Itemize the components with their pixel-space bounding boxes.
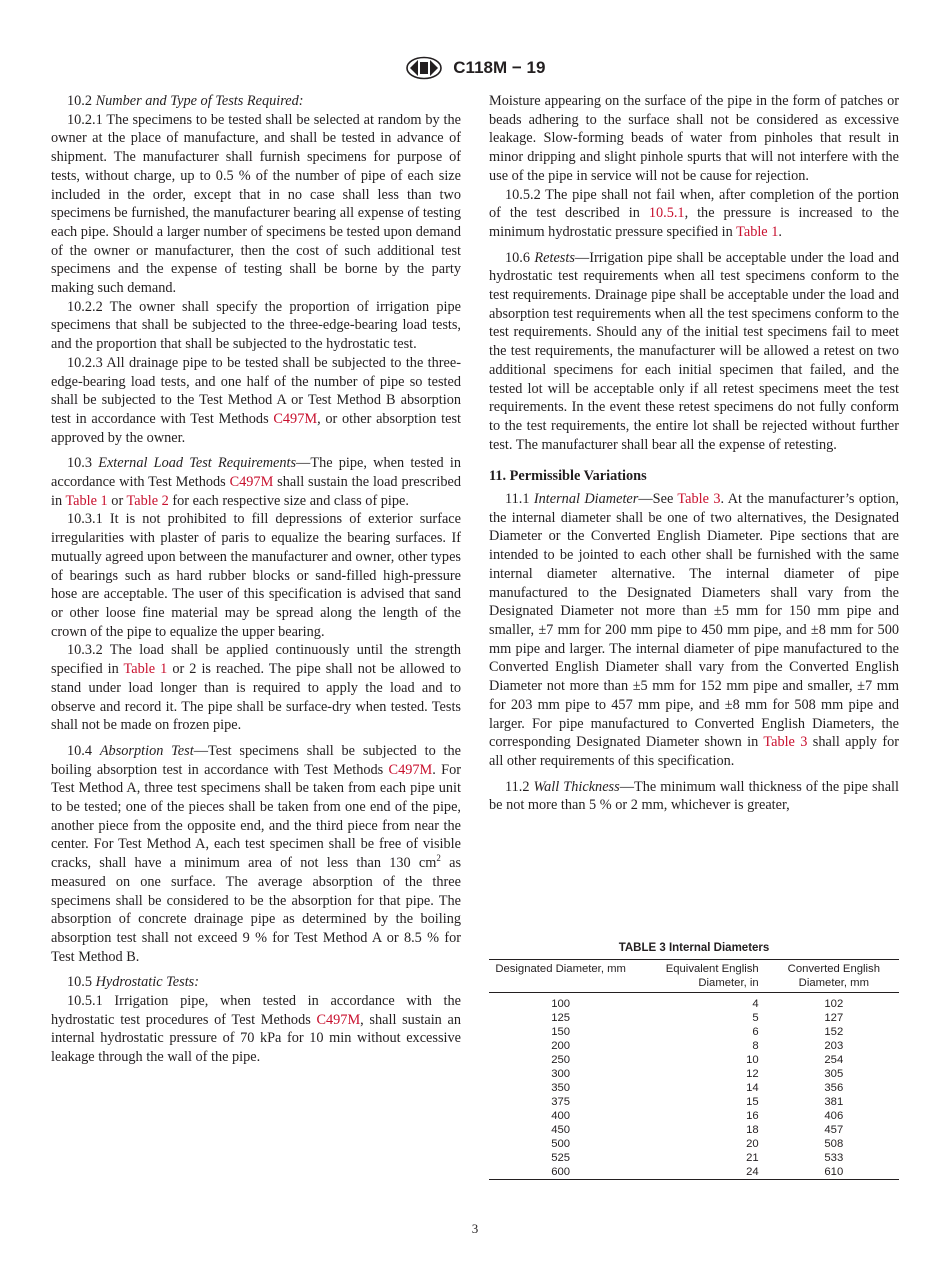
section-10-2-3: 10.2.3 All drainage pipe to be tested shall be subjected to the three-edge-bearing load tests, and one half of the number of pipe so tested shall be subjected to the Test Method A or Test Method B absorption test in accordance with Test Methods C497M, or other absorption test approved by the owner. (51, 354, 461, 446)
page-number: 3 (471, 1221, 479, 1236)
document-designation: C118M − 19 (453, 58, 546, 77)
table-cell: 600 (551, 1166, 571, 1178)
table-row (489, 1039, 899, 1053)
ref-link[interactable]: Table 2 (126, 492, 169, 509)
section-10-6: 10.6 Retests—Irrigation pipe shall be acceptable under the load and hydrostatic test requirements when all test specimens conform to the test requirements. Drainage pipe shall be acceptable under the load and absorption test requirements when all the test specimens conform to the test requirements. Should any of the initial test specimens fail to meet the test requirements, the manufacturer will be allowed a retest on two additional specimens for each initial specimen that failed, and the tested lot will be acceptable only if all retest specimens meet the test requirements. In the event these retest specimens do not fully conform to the test requirements, the entire lot shall be rejected without further test. The manufacturer shall bear all the expense of retesting. (489, 249, 899, 453)
right-column (489, 92, 899, 815)
table-cell: 305 (824, 1068, 844, 1080)
table-cell: 508 (824, 1138, 844, 1150)
section-11-1: 11.1 Internal Diameter—See Table 3. At the manufacturer’s option, the internal diameter shall be one of two alternatives, the Designated Diameter or the Converted English Diameter. Pipe sections that are intended to be jointed to each other shall be furnished with the same internal diameter alternative. The internal diameter of pipe manufactured to the Designated Diameters shall vary from the Designated Diameter not more than ±5 mm for 150 mm pipe and smaller, ±7 mm for 200 mm pipe to 450 mm pipe, and ±8 mm for 500 mm pipe and larger. The internal diameter of pipe manufactured to the Converted English Diameter shall vary from the Converted English Diameter not more than ±5 mm for 152 mm pipe and smaller, ±7 mm for 203 mm pipe to 457 mm pipe, and ±8 mm for 508 mm pipe and larger. For pipe manufactured to Converted English Diameters, the corresponding Designated Diameter shown in Table 3 shall apply for all other requirements of this specification. (489, 491, 899, 769)
table-row (489, 1067, 899, 1081)
section-10-2-1: 10.2.1 The specimens to be tested shall be selected at random by the owner at the place of manufacture, and shall be tested in advance of shipment. The manufacturer shall furnish specimens for purpose of tests, without charge, up to 0.5 % of the number of pipe of each size included in the order, except that in no case shall less than two specimens be furnished, the manufacturer bearing all expense of testing each pipe. Should a larger number of specimens be tested upon demand of the owner or manufacturer, then the cost of such additional test specimens and the expense of testing shall be borne by the party making such demand. (51, 111, 461, 297)
table-row (489, 1151, 899, 1165)
ref-link[interactable]: C497M (229, 474, 274, 491)
table-cell: 254 (824, 1054, 844, 1066)
ref-link[interactable]: 10.5.1 (648, 205, 685, 222)
table-cell: 24 (746, 1166, 759, 1178)
table-cell: 16 (746, 1110, 759, 1122)
table-row (489, 1025, 899, 1039)
column-header: Designated Diameter, mm (495, 963, 626, 975)
table-row (489, 1165, 899, 1180)
ref-link[interactable]: Table 1 (65, 492, 108, 509)
table-row (489, 1095, 899, 1109)
table-cell: 12 (746, 1068, 759, 1080)
section-10-5-2: 10.5.2 The pipe shall not fail when, after completion of the portion of the test described in 10.5.1, the pressure is increased to the minimum hydrostatic pressure specified in Table 1. (489, 186, 899, 240)
table-cell: 20 (746, 1138, 759, 1150)
table-cell: 6 (752, 1026, 759, 1038)
table-cell: 533 (824, 1152, 844, 1164)
section-10-5-1: 10.5.1 Irrigation pipe, when tested in accordance with the hydrostatic test procedures of Test Methods C497M, shall sustain an internal hydrostatic pressure of 70 kPa for 10 min without excessive leakage through the wall of the pipe. (51, 993, 461, 1066)
section-10-2-2: 10.2.2 The owner shall specify the proportion of irrigation pipe specimens that shall be subjected to the three-edge-bearing load tests, and the proportion that shall be subjected to the hydrostatic test. (51, 298, 461, 353)
internal-diameters-table (489, 959, 899, 1180)
table-row (489, 1011, 899, 1025)
table-title: TABLE 3 Internal Diameters (618, 942, 770, 954)
table-cell: 400 (551, 1110, 571, 1122)
column-header: Equivalent English Diameter, in (665, 963, 759, 989)
table-cell: 356 (824, 1082, 844, 1094)
table-cell: 375 (551, 1096, 571, 1108)
table-row (489, 1109, 899, 1123)
table-row (489, 1137, 899, 1151)
table-cell: 500 (551, 1138, 571, 1150)
table-cell: 18 (746, 1124, 759, 1136)
table-cell: 127 (824, 1012, 844, 1024)
section-10-3-1: 10.3.1 It is not prohibited to fill depressions of exterior surface irregularities with plaster of paris to equalize the bearing surfaces. If mutually agreed upon between the manufacturer and owner, other types of bearings such as hard rubber blocks or sand-filled high-pressure hose are acceptable. The user of this specification is advised that sand or other loose fine material may be spread along the length of the crown of the pipe to equalize the upper bearing. (51, 511, 461, 640)
table-cell: 250 (551, 1054, 571, 1066)
section-title: Number and Type of Tests Required: (95, 93, 304, 109)
section-10-5-1-continued: Moisture appearing on the surface of the pipe in the form of patches or beads adhering to the surface shall not be considered as excessive leakage. Slow-forming beads of water from pinholes that result in minor dripping and slight pinhole spurts that will not interfere with the use of the pipe in service will not be cause for rejection. (489, 93, 899, 184)
ref-link[interactable]: Table 3 (677, 491, 721, 508)
ref-link[interactable]: C497M (388, 761, 433, 778)
ref-link[interactable]: Table 3 (763, 734, 808, 751)
table-cell: 203 (824, 1040, 844, 1052)
table-cell: 8 (752, 1040, 759, 1052)
table-cell: 406 (824, 1110, 844, 1122)
section-11-2: 11.2 Wall Thickness—The minimum wall thickness of the pipe shall be not more than 5 % or 2 mm, whichever is greater, (489, 778, 899, 814)
section-10-4: 10.4 Absorption Test—Test specimens shall be subjected to the boiling absorption test in accordance with Test Methods C497M. For Test Method A, three test specimens shall be taken from each pipe unit to be tested; one of the pieces shall be taken from one end of the pipe, another piece from the opposite end, and the third piece from near the center. For Test Method A, each test specimen shall be free of visible cracks, shall have a minimum area of not less than 130 $cm^2$ as measured on one surface. The average absorption of the three specimens shall be considered to be the absorption for that pipe. The absorption of concrete drainage pipe as determined by the boiling absorption test shall not exceed 9 % for Test Method A or 8.5 % for Test Method B. (51, 742, 462, 965)
table-cell: 15 (746, 1096, 759, 1108)
page-header (0, 56, 950, 80)
table-cell: 100 (551, 998, 571, 1010)
table-cell: 525 (551, 1152, 571, 1164)
table-cell: 150 (551, 1026, 571, 1038)
section-10-3-2: 10.3.2 The load shall be applied continuously until the strength specified in Table 1 or 2 is reached. The pipe shall not be allowed to stand under load longer than is required to apply the load and to observe and record it. The pipe shall be surface-dry when tested. Tests shall not be made on frozen pipe. (51, 642, 461, 734)
table-cell: 457 (824, 1124, 844, 1136)
section-10-5: 10.5 Hydrostatic Tests: (67, 974, 199, 991)
table-row (489, 993, 899, 1012)
table-cell: 102 (824, 998, 844, 1010)
table-cell: 610 (824, 1166, 844, 1178)
table-cell: 381 (824, 1096, 844, 1108)
table-cell: 152 (824, 1026, 844, 1038)
ref-link[interactable]: C497M (316, 1011, 361, 1028)
left-column (51, 92, 461, 1067)
table-cell: 21 (746, 1152, 759, 1164)
column-header: Converted English Diameter, mm (787, 963, 880, 989)
table-cell: 4 (752, 998, 759, 1010)
table-row (489, 1081, 899, 1095)
ref-link[interactable]: C497M (273, 410, 318, 427)
table-cell: 125 (551, 1012, 571, 1024)
section-11-heading: 11. Permissible Variations (489, 468, 647, 485)
astm-logo-icon (405, 56, 443, 80)
table-row (489, 1053, 899, 1067)
table-row (489, 1123, 899, 1137)
table-cell: 5 (752, 1012, 759, 1024)
section-10-2: 10.2 Number and Type of Tests Required: (67, 93, 304, 109)
ref-link[interactable]: Table 1 (123, 661, 168, 678)
table-cell: 300 (551, 1068, 571, 1080)
table-cell: 14 (746, 1082, 759, 1094)
table-cell: 10 (746, 1054, 759, 1066)
table-cell: 450 (551, 1124, 571, 1136)
section-10-3: 10.3 External Load Test Requirements—The pipe, when tested in accordance with Test Methods C497M shall sustain the load prescribed in Table 1 or Table 2 for each respective size and class of pipe. (51, 455, 461, 509)
table-3 (489, 942, 899, 1180)
table-cell: 200 (551, 1040, 571, 1052)
table-cell: 350 (551, 1082, 571, 1094)
ref-link[interactable]: Table 1 (736, 223, 779, 240)
